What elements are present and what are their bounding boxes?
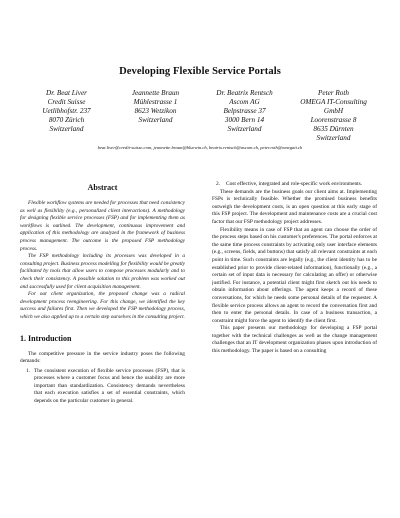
author-line: OMEGA IT-Consulting	[300, 98, 367, 106]
introduction-heading: 1. Introduction	[20, 333, 72, 343]
author-line: Switzerland	[316, 134, 351, 142]
abstract-paragraph: The FSP methodology including its processes was developed in a consulting project. Business process modelling for flexibility would be greatly facilitated by tools that allow users to compose processes modularly and to check their consistency. A possible solution to this problem was worked out and successfully used for client acquisition management.	[20, 253, 185, 290]
author-line: Ascom AG	[229, 98, 260, 106]
list-item	[212, 181, 377, 189]
list-number: 1.	[26, 367, 31, 374]
author-emails: beat.liver@credit-suisse.com, jeannette.braun@bluewin.ch, beatrix.rentsch@ascom.ch, peter.roth@omegait.ch	[97, 145, 303, 150]
author-line: Uetlibhofstr. 237	[42, 107, 91, 115]
paper-title: Developing Flexible Service Portals	[119, 66, 281, 77]
author-line: Peter Roth	[318, 89, 349, 97]
body-paragraph: This paper presents our methodology for developing a FSP portal together with the technical challenges as well as the change management challenges that an IT development organization phases upon introduction of this methodology. The paper is based on a consulting	[212, 325, 377, 355]
author-block	[22, 89, 378, 143]
list-text: The consistent execution of flexible service processes (FSP), that is processes where a customer focus and hence the usability are more important than standardization. Consistency demands nevertheless that each execution satisfies a set of essential constraints, which depends on the particular customer in general.	[34, 367, 185, 405]
abstract-paragraph: For our client organization, the proposed change was a radical development process reengineering. For this change, we identified the key success and failures first. Then we developed the FSP methodology process, which we also applied up to a certain step ourselves in the consulting project.	[20, 291, 185, 320]
demands-list-continued	[212, 181, 377, 189]
author-line: Belpstrasse 37	[223, 107, 266, 115]
author-line: 8070 Zürich	[48, 116, 85, 124]
abstract-section	[20, 183, 185, 322]
author-line: GmbH	[323, 107, 344, 115]
author-line: Loorenstrasse 8	[310, 116, 357, 124]
author-line: Switzerland	[138, 116, 173, 124]
demands-list	[20, 368, 185, 406]
author-line: Jeannette Braun	[131, 89, 180, 97]
list-text: Cost effective, integrated and role-specific work environments.	[226, 181, 363, 187]
list-number: 2.	[216, 181, 221, 187]
author-line: Dr. Beat Liver	[46, 89, 87, 97]
author-1	[22, 89, 111, 143]
author-line: Credit Suisse	[47, 98, 86, 106]
left-column	[20, 180, 185, 518]
author-line: 3000 Bern 14	[224, 116, 265, 124]
author-2	[111, 89, 200, 143]
right-column	[212, 179, 377, 517]
author-4	[289, 89, 378, 143]
intro-paragraph: The competitive pressure in the service industry poses the following demands:	[20, 350, 185, 365]
body-paragraph: Flexibility means in case of FSP that an agent can choose the order of the process steps based on his customer's preferences. The portal enforces at the same time process constraints by activating only user interface elements (e.g., screens, fields, and buttons) that satisfy all relevant constraints at each point in time. Such constraints are legally (e.g., the client identity has to be established prior to provide client-related information), functionally (e.g., a certain set of input data is necessary for calculating an offer) or otherwise justified. For instance, a potential client might first sketch out his needs to obtain information about offerings. The agent keeps a record of these conversations, for which he needs some personal details of the requester. A flexible service process allows an agent to record the conversation first and then to enter the personal details. In case of a business transaction, a constraint might force the agent to identify the client first.	[212, 226, 377, 324]
list-item	[20, 368, 185, 406]
abstract-paragraph: Flexible workflow systems are needed for processes that need consistency as well as flexibility (e.g., personalized client interactions). A methodology for designing flexible service processes (FSP) and for implementing them as workflows is outlined. The development, continuous improvement and application of this methodology are analyzed in the framework of business process management. The outcome is the proposed FSP methodology process.	[20, 200, 185, 252]
author-line: Switzerland	[49, 125, 84, 133]
abstract-heading: Abstract	[87, 183, 118, 192]
body-paragraph: These demands are the business goals our client aims at. Implementing FSPs is technically feasible. Whether the promised business benefits outweigh the development costs, is an open question at this early stage of this FSP project. The development and maintenance costs are a crucial cost factor that our FSP methodology project addresses.	[212, 188, 377, 225]
introduction-section	[20, 334, 185, 406]
author-3	[200, 89, 289, 143]
author-line: 8623 Wetzikon	[134, 107, 177, 115]
author-line: 8635 Dürnten	[313, 125, 354, 133]
author-line: Mühlestrasse 1	[133, 98, 178, 106]
author-line: Dr. Beatrix Rentsch	[216, 89, 273, 97]
author-line: Switzerland	[227, 125, 262, 133]
